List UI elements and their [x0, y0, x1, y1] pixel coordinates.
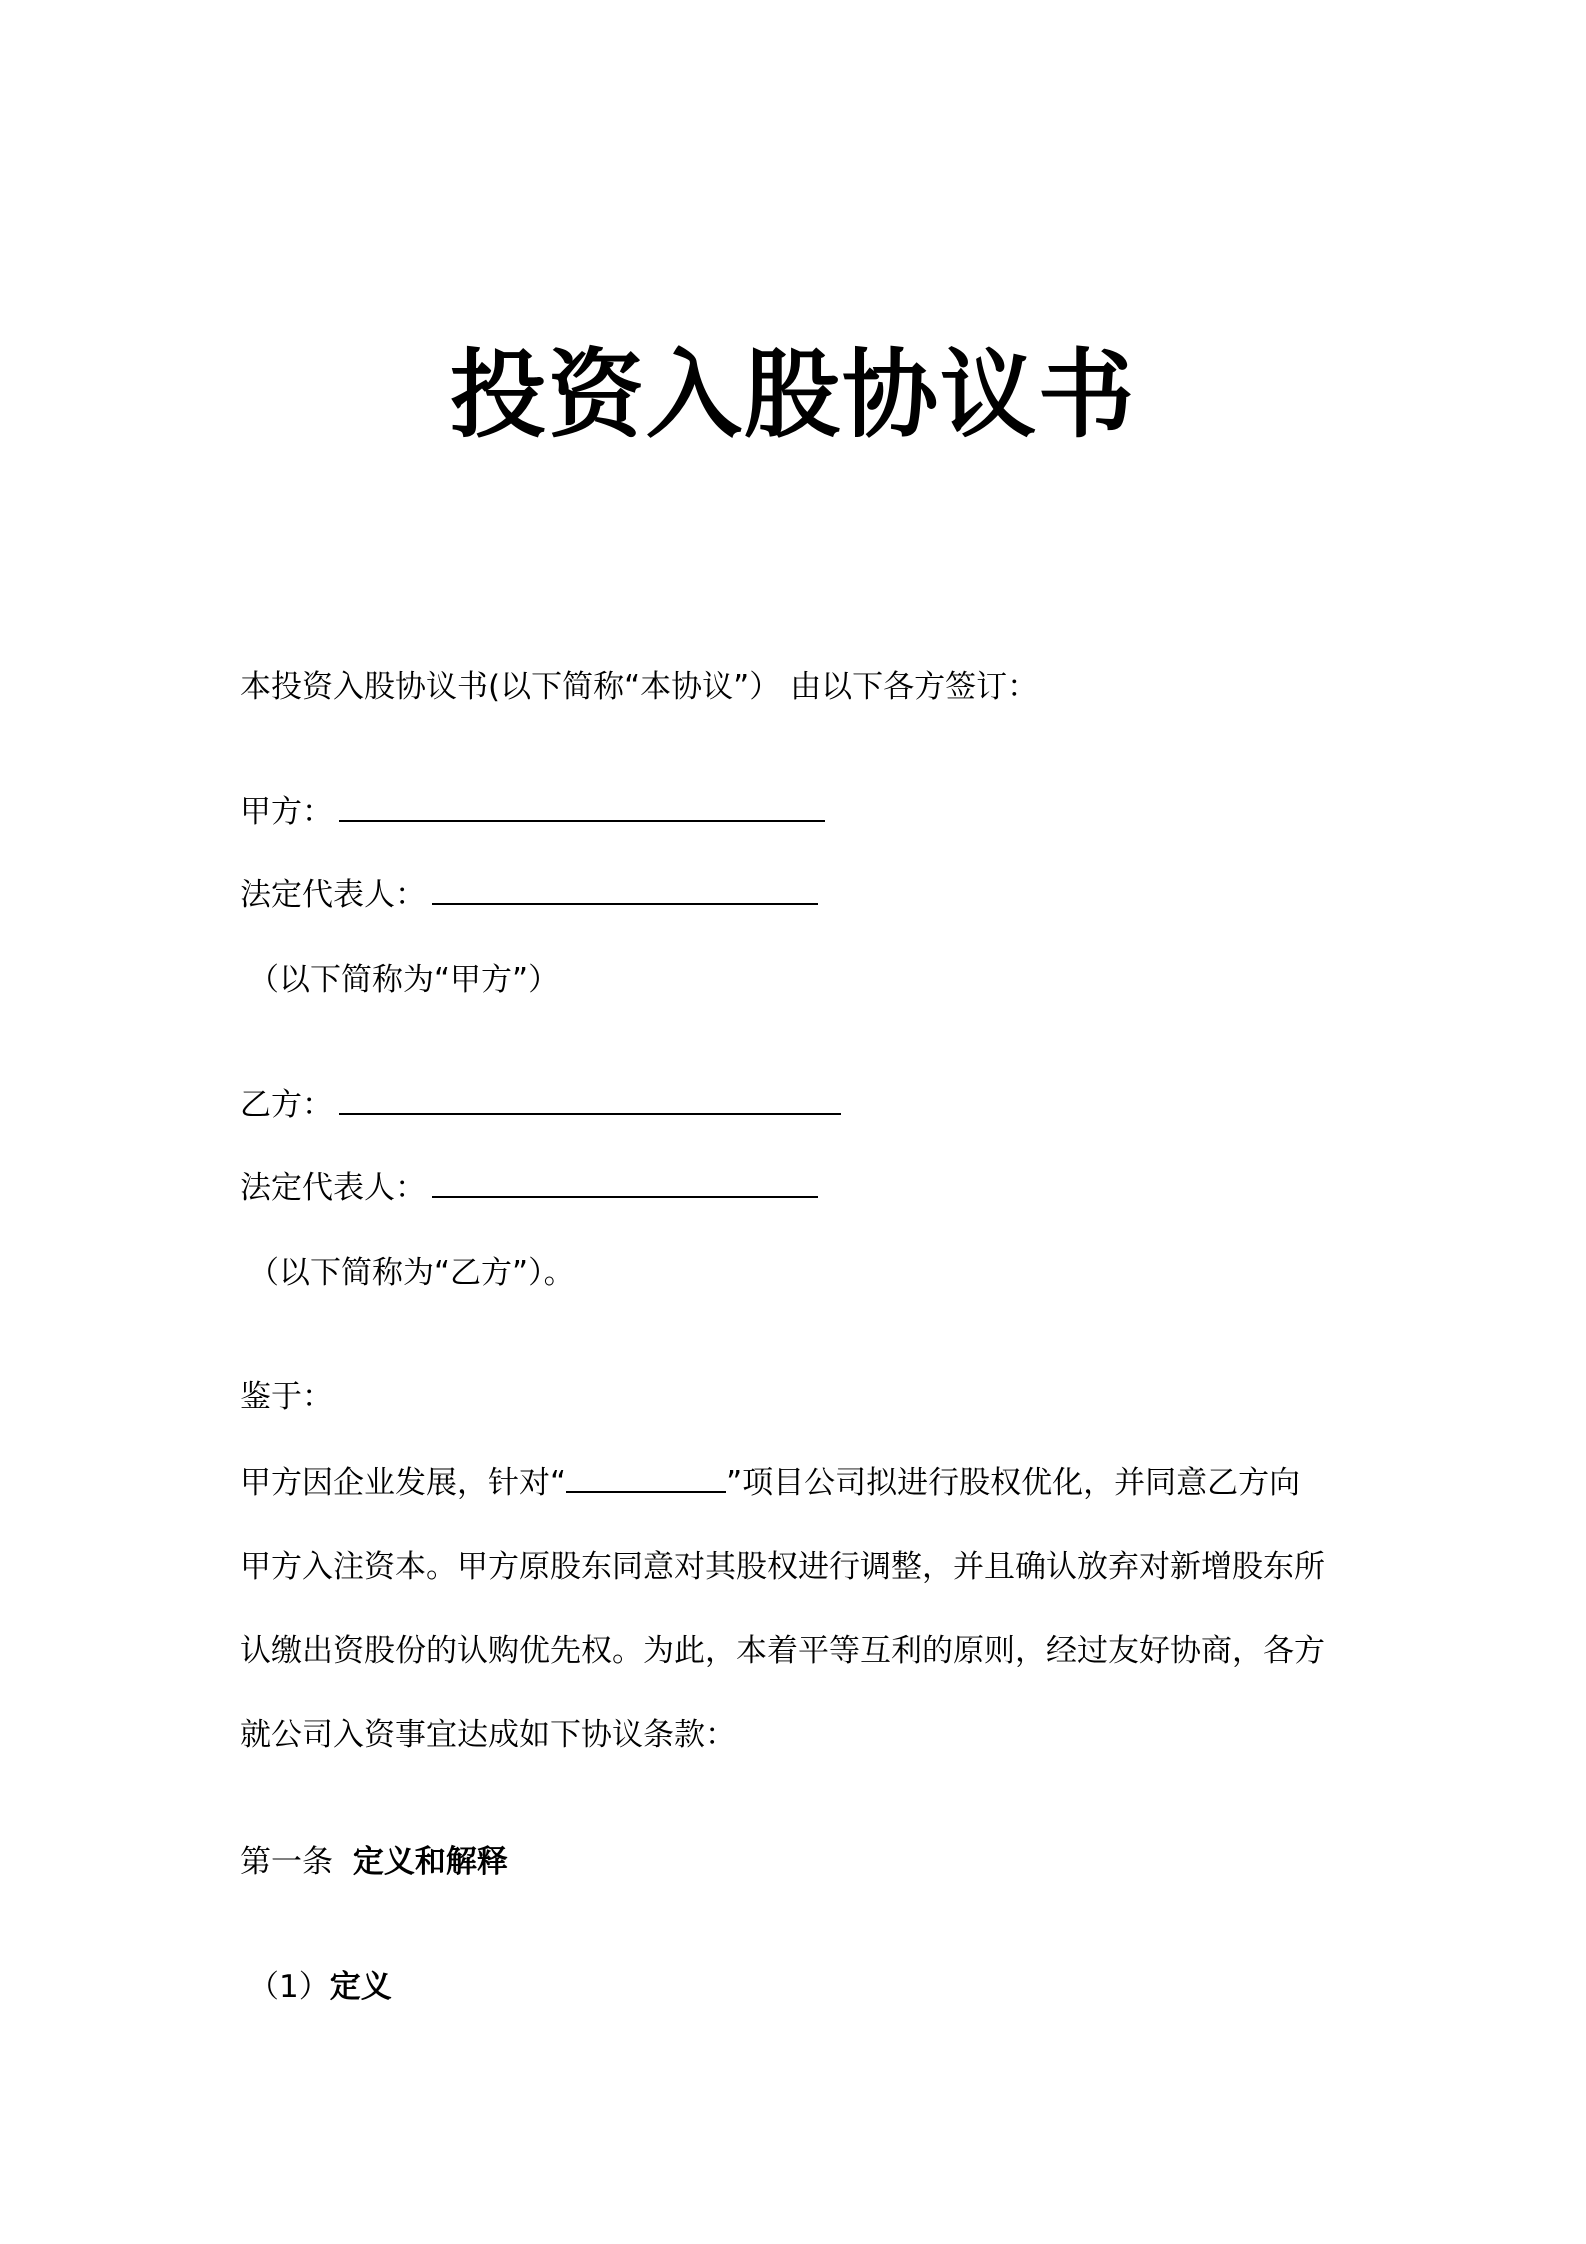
whereas-row-2: 甲方入注资本。甲方原股东同意对其股权进行调整，并且确认放弃对新增股东所 — [240, 1549, 1325, 1585]
article-1-title: 定义和解释 — [352, 1844, 508, 1880]
whereas-row-4: 就公司入资事宜达成如下协议条款： — [240, 1717, 736, 1753]
party-a-line — [240, 790, 825, 834]
article-1-heading — [240, 1840, 508, 1884]
whereas-row-1 — [240, 1441, 1355, 1525]
party-a-rep-label: 法定代表人： — [240, 877, 426, 913]
party-b-rep-label: 法定代表人： — [240, 1170, 426, 1206]
party-b-label: 乙方： — [240, 1087, 333, 1123]
document-title: 投资入股协议书 — [450, 339, 1136, 451]
party-a-label: 甲方： — [240, 794, 333, 830]
whereas-row-1-start: 甲方因企业发展，针对“ — [240, 1465, 567, 1501]
whereas-row-1-end: ”项目公司拟进行股权优化，并同意乙方向 — [726, 1465, 1301, 1501]
project-name-blank — [566, 1465, 726, 1493]
party-b-rep-blank — [432, 1170, 818, 1198]
party-a-rep-blank — [432, 877, 818, 905]
party-b-name-blank — [339, 1087, 841, 1115]
whereas-row-3: 认缴出资股份的认购优先权。为此，本着平等互利的原则，经过友好协商，各方 — [240, 1633, 1325, 1669]
party-a-alias: （以下简称为“甲方”） — [248, 962, 560, 998]
section-1-number: （1） — [248, 1969, 330, 2005]
party-b-line — [240, 1083, 841, 1127]
party-a-name-blank — [339, 794, 825, 822]
section-1-title: 定义 — [329, 1969, 392, 2005]
intro-line: 本投资入股协议书(以下简称“本协议”） 由以下各方签订： — [240, 669, 1039, 705]
article-1-number: 第一条 — [240, 1844, 333, 1880]
section-1-heading — [248, 1965, 392, 2009]
whereas-paragraph — [240, 1441, 1355, 1777]
party-b-rep-line — [240, 1166, 818, 1210]
whereas-label: 鉴于： — [240, 1379, 333, 1415]
party-a-rep-line — [240, 873, 818, 917]
party-b-alias: （以下简称为“乙方”）。 — [248, 1255, 575, 1291]
